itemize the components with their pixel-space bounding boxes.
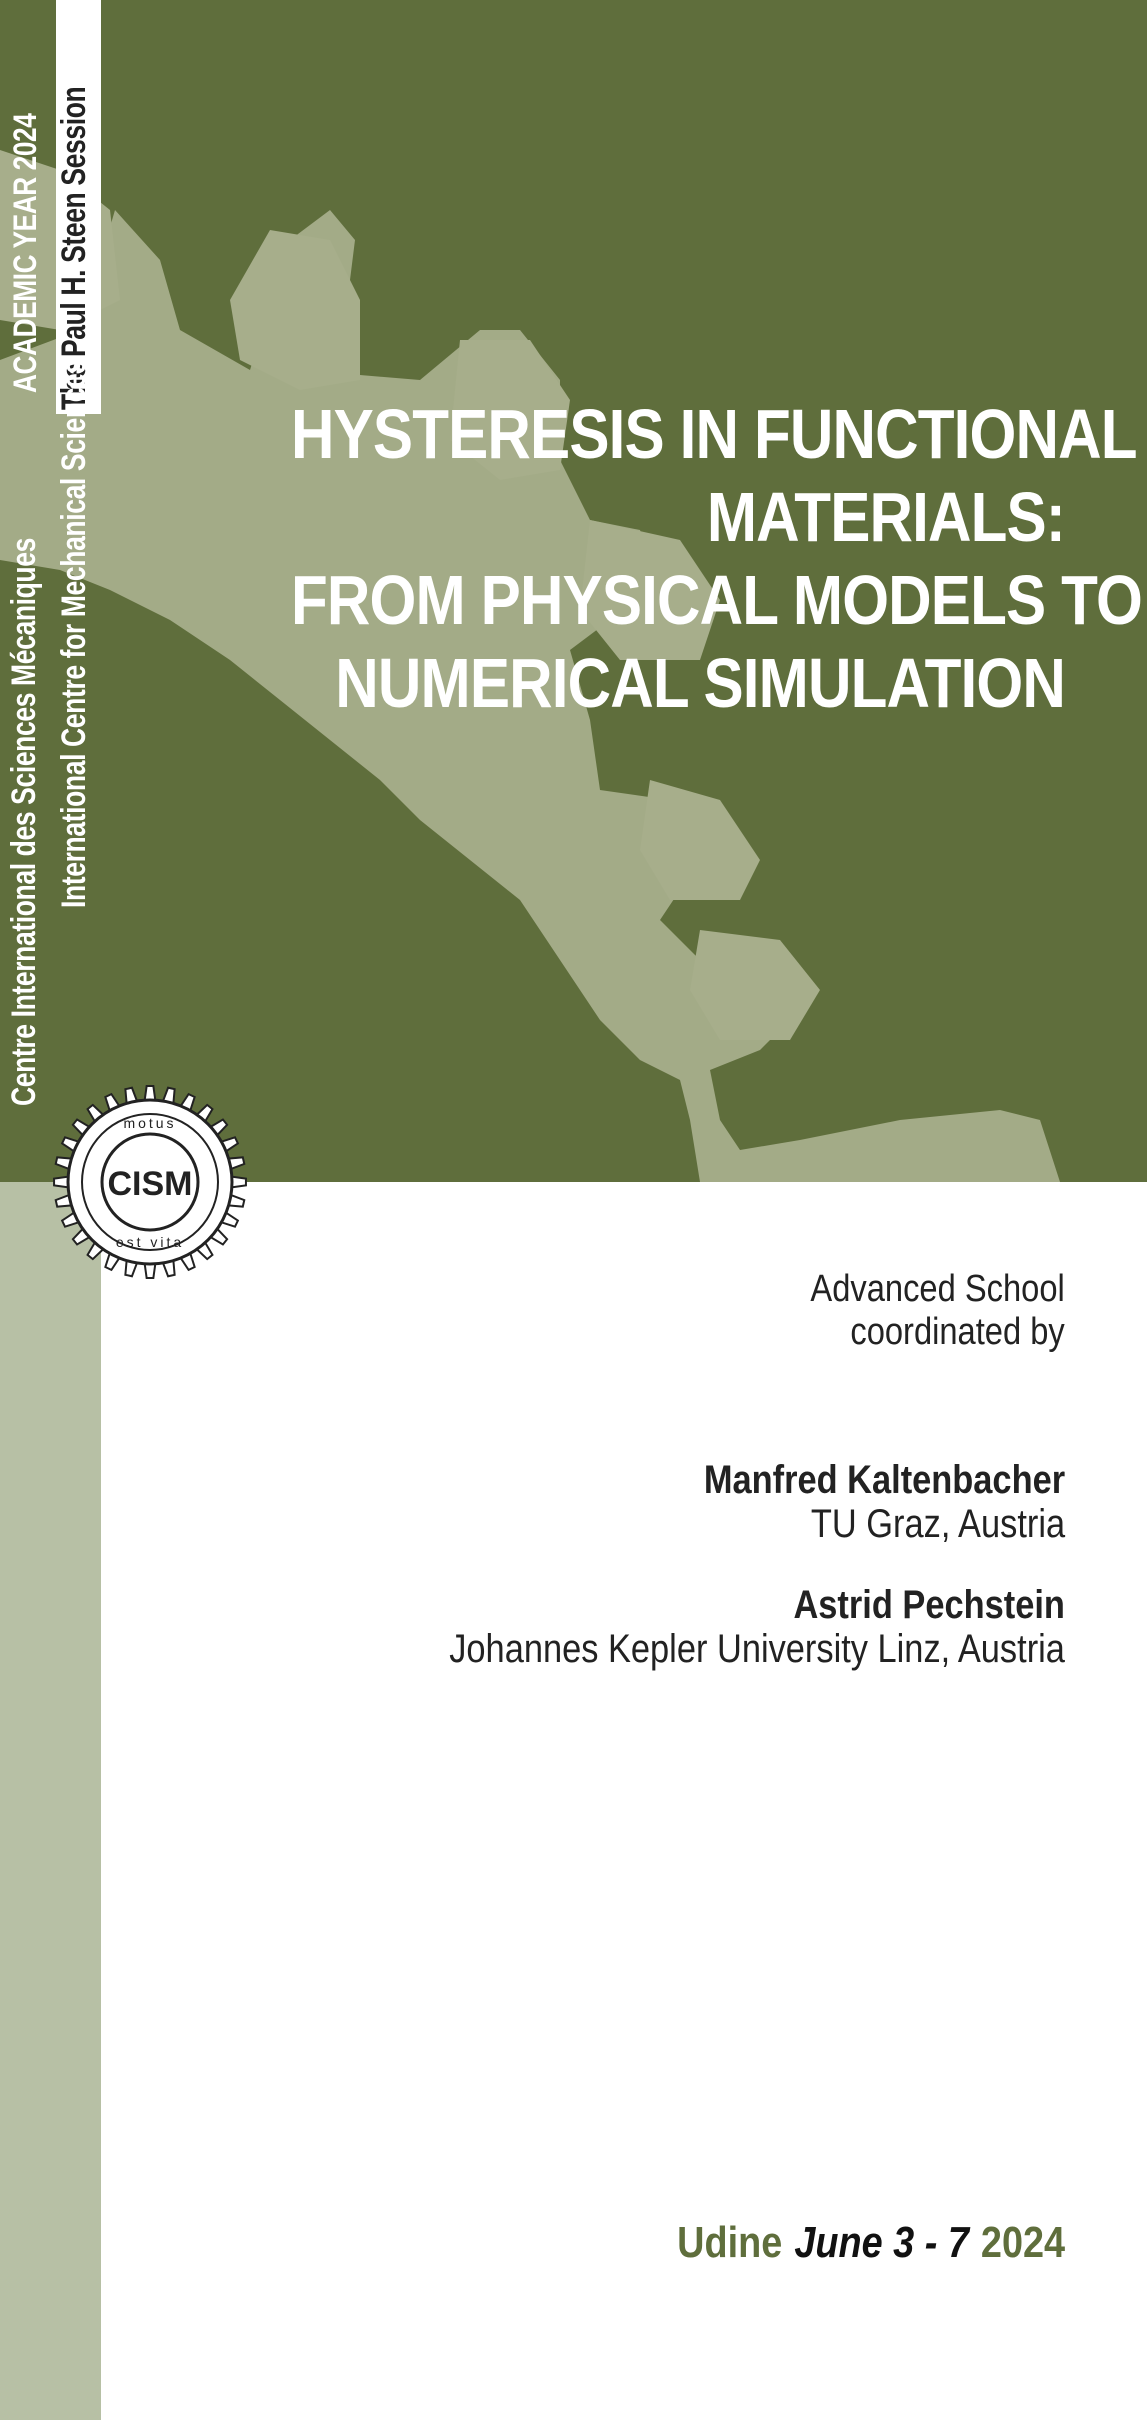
session-label: The Paul H. Steen Session xyxy=(55,86,93,410)
coordinator xyxy=(449,1583,1065,1671)
logo-motto-bottom: est vita xyxy=(115,1234,185,1250)
coordinator-affiliation: Johannes Kepler University Linz, Austria xyxy=(449,1627,1065,1671)
course-title xyxy=(165,393,1142,725)
event-details xyxy=(677,2218,1065,2268)
side-strip xyxy=(0,1182,101,2420)
coordinator-name: Astrid Pechstein xyxy=(793,1583,1065,1627)
centre-name-french: Centre International des Sciences Mécaniques xyxy=(5,538,43,1106)
cism-logo-icon xyxy=(50,1082,250,1282)
logo-motto-top: motus xyxy=(123,1115,177,1131)
title-line: FROM PHYSICAL MODELS TO xyxy=(291,561,1142,639)
logo-acronym: CISM xyxy=(107,1165,193,1203)
title-line: NUMERICAL SIMULATION xyxy=(335,644,1065,722)
centre-name-english: International Centre for Mechanical Sciences xyxy=(55,359,93,908)
event-year: 2024 xyxy=(980,2218,1065,2267)
title-line: HYSTERESIS IN FUNCTIONAL xyxy=(291,395,1137,473)
coordination-line: coordinated by xyxy=(850,1311,1065,1353)
title-line: MATERIALS: xyxy=(706,478,1065,556)
event-dates: June 3 - 7 xyxy=(794,2218,969,2267)
coordination-line: Advanced School xyxy=(810,1268,1065,1310)
coordinator xyxy=(704,1458,1065,1546)
academic-year-label: ACADEMIC YEAR 2024 xyxy=(7,113,43,394)
coordinator-name: Manfred Kaltenbacher xyxy=(703,1458,1065,1502)
coordination-note xyxy=(811,1268,1065,1354)
coordinator-affiliation: TU Graz, Austria xyxy=(810,1502,1065,1546)
event-city: Udine xyxy=(677,2218,783,2267)
